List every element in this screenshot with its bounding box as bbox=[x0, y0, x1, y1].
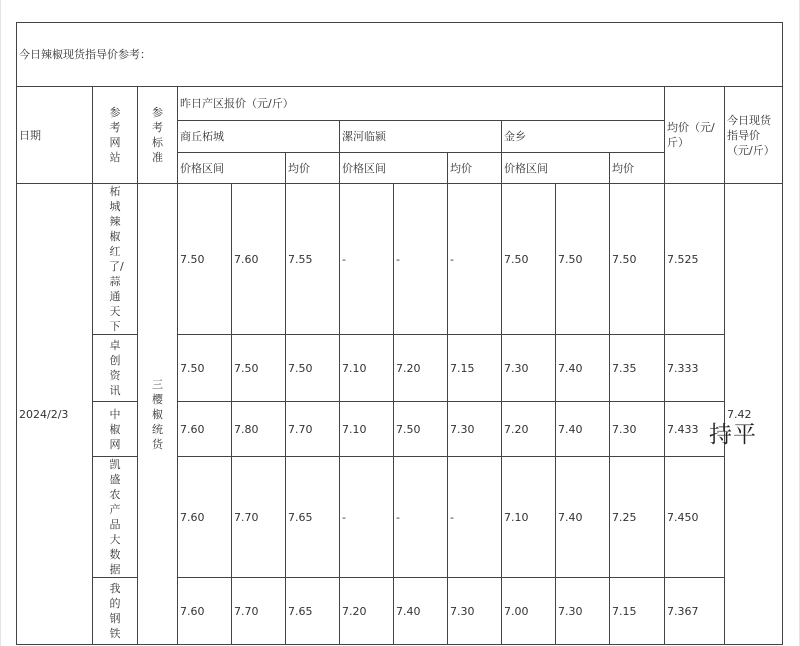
value-cell: 7.70 bbox=[232, 578, 286, 645]
value-cell: 7.10 bbox=[502, 457, 556, 578]
value-cell: 7.50 bbox=[394, 402, 448, 457]
value-cell: 7.50 bbox=[556, 184, 610, 335]
value-cell: 7.15 bbox=[448, 335, 502, 402]
avg-header: 均价 bbox=[448, 153, 502, 184]
value-cell: 7.30 bbox=[448, 402, 502, 457]
value-cell: 7.70 bbox=[232, 457, 286, 578]
date-cell: 2024/2/3 bbox=[17, 184, 93, 645]
value-cell: 7.10 bbox=[340, 335, 394, 402]
header-today-price: 今日现货指导价（元/斤） bbox=[725, 87, 783, 184]
value-cell: 7.80 bbox=[232, 402, 286, 457]
value-cell: - bbox=[394, 457, 448, 578]
value-cell: 7.30 bbox=[502, 335, 556, 402]
value-cell: 7.60 bbox=[178, 402, 232, 457]
value-cell: - bbox=[394, 184, 448, 335]
value-cell: 7.15 bbox=[610, 578, 665, 645]
value-cell: 7.50 bbox=[286, 335, 340, 402]
site-cell: 卓创资讯 bbox=[93, 335, 138, 402]
value-cell: 7.50 bbox=[502, 184, 556, 335]
price-range-header: 价格区间 bbox=[178, 153, 286, 184]
value-cell: 7.00 bbox=[502, 578, 556, 645]
trend-label: 持平 bbox=[709, 422, 757, 448]
value-cell: 7.20 bbox=[340, 578, 394, 645]
value-cell: 7.30 bbox=[448, 578, 502, 645]
table-row bbox=[17, 184, 783, 335]
header-standard: 参考标准 bbox=[138, 87, 178, 184]
value-cell: 7.50 bbox=[232, 335, 286, 402]
value-cell: 7.40 bbox=[556, 402, 610, 457]
avg-value-cell: 7.333 bbox=[665, 335, 725, 402]
value-cell: 7.60 bbox=[178, 578, 232, 645]
table-row bbox=[17, 457, 783, 578]
value-cell: 7.30 bbox=[610, 402, 665, 457]
value-cell: 7.40 bbox=[394, 578, 448, 645]
table-row bbox=[17, 402, 783, 457]
value-cell: - bbox=[448, 184, 502, 335]
price-table bbox=[16, 22, 783, 645]
value-cell: 7.70 bbox=[286, 402, 340, 457]
region-shangqiu: 商丘柘城 bbox=[178, 121, 340, 153]
region-jinxiang: 金乡 bbox=[502, 121, 665, 153]
value-cell: 7.50 bbox=[610, 184, 665, 335]
today-price-cell: 7.42 bbox=[725, 184, 783, 645]
table-row bbox=[17, 335, 783, 402]
value-cell: 7.35 bbox=[610, 335, 665, 402]
value-cell: 7.65 bbox=[286, 578, 340, 645]
site-cell: 凯盛农产品大数据 bbox=[93, 457, 138, 578]
value-cell: 7.40 bbox=[556, 335, 610, 402]
avg-value-cell: 7.525 bbox=[665, 184, 725, 335]
price-range-header: 价格区间 bbox=[340, 153, 448, 184]
value-cell: 7.30 bbox=[556, 578, 610, 645]
avg-header: 均价 bbox=[610, 153, 665, 184]
value-cell: 7.40 bbox=[556, 457, 610, 578]
header-average-unit: 均价（元/斤） bbox=[665, 87, 725, 184]
header-yesterday-group: 昨日产区报价（元/斤） bbox=[178, 87, 665, 121]
avg-value-cell: 7.433 bbox=[665, 402, 725, 457]
region-luohe: 漯河临颍 bbox=[340, 121, 502, 153]
value-cell: 7.20 bbox=[502, 402, 556, 457]
site-cell: 中椒网 bbox=[93, 402, 138, 457]
value-cell: 7.10 bbox=[340, 402, 394, 457]
price-range-header: 价格区间 bbox=[502, 153, 610, 184]
value-cell: 7.60 bbox=[178, 457, 232, 578]
value-cell: 7.55 bbox=[286, 184, 340, 335]
avg-value-cell: 7.450 bbox=[665, 457, 725, 578]
table-row bbox=[17, 578, 783, 645]
value-cell: - bbox=[340, 184, 394, 335]
table-caption: 今日辣椒现货指导价参考： bbox=[17, 23, 783, 87]
value-cell: 7.20 bbox=[394, 335, 448, 402]
header-site: 参考网站 bbox=[93, 87, 138, 184]
avg-header: 均价 bbox=[286, 153, 340, 184]
value-cell: 7.60 bbox=[232, 184, 286, 335]
standard-cell: 三樱椒统货 bbox=[138, 184, 178, 645]
avg-value-cell: 7.367 bbox=[665, 578, 725, 645]
value-cell: 7.65 bbox=[286, 457, 340, 578]
value-cell: 7.50 bbox=[178, 184, 232, 335]
site-cell: 柘城辣椒红了/蒜通天下 bbox=[93, 184, 138, 335]
value-cell: - bbox=[340, 457, 394, 578]
value-cell: 7.50 bbox=[178, 335, 232, 402]
value-cell: - bbox=[448, 457, 502, 578]
site-cell: 我的钢铁 bbox=[93, 578, 138, 645]
header-date: 日期 bbox=[17, 87, 93, 184]
value-cell: 7.25 bbox=[610, 457, 665, 578]
